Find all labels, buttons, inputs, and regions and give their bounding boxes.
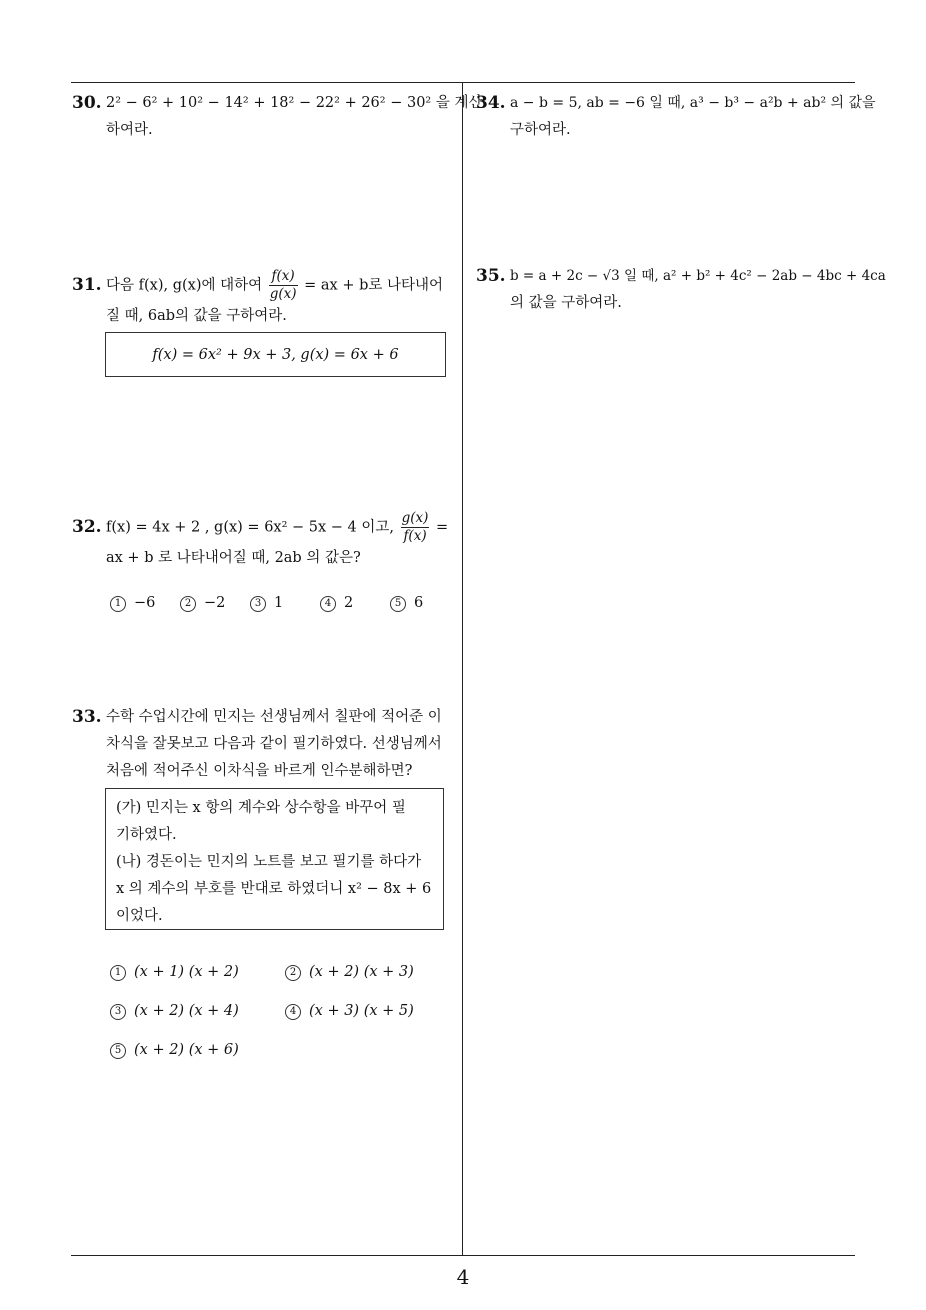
choice-text: 6 — [414, 595, 424, 611]
choice-text: 2 — [344, 595, 354, 611]
choice-1[interactable] — [110, 964, 239, 981]
question-35 — [476, 263, 886, 317]
circled-number-icon: 1 — [110, 965, 126, 981]
fraction — [269, 268, 298, 303]
choice-text: (x + 2) (x + 3) — [309, 964, 414, 980]
choice-2[interactable] — [180, 595, 225, 612]
condition-line: 기하였다. — [116, 827, 177, 843]
fraction-denominator: f(x) — [403, 528, 427, 544]
choice-text: (x + 3) (x + 5) — [309, 1003, 414, 1019]
choice-4[interactable] — [285, 1003, 414, 1020]
question-text-line: 수학 수업시간에 민지는 선생님께서 칠판에 적어준 이 — [106, 709, 442, 725]
circled-number-icon: 4 — [285, 1004, 301, 1020]
circled-number-icon: 2 — [180, 596, 196, 612]
question-33 — [72, 704, 457, 785]
question-34 — [476, 90, 876, 144]
question-text-line: ax + b 로 나타내어질 때, 2ab 의 값은? — [106, 550, 361, 566]
choice-3[interactable] — [250, 595, 283, 612]
question-number: 35. — [476, 266, 506, 286]
top-rule — [71, 82, 855, 83]
question-32 — [72, 510, 457, 572]
choice-5[interactable] — [110, 1042, 239, 1059]
question-number: 30. — [72, 93, 102, 113]
circled-number-icon: 5 — [110, 1043, 126, 1059]
choice-text: −2 — [204, 595, 226, 611]
condition-line: (나) 경돈이는 민지의 노트를 보고 필기를 하다가 — [116, 854, 422, 870]
choice-3[interactable] — [110, 1003, 239, 1020]
question-text: 다음 f(x), g(x)에 대하여 — [106, 277, 263, 294]
fraction — [401, 510, 430, 545]
question-text-line: 의 값을 구하여라. — [510, 295, 622, 311]
question-number: 33. — [72, 707, 102, 727]
choice-text: (x + 1) (x + 2) — [134, 964, 239, 980]
circled-number-icon: 3 — [110, 1004, 126, 1020]
question-text: = — [436, 519, 449, 536]
choice-2[interactable] — [285, 964, 414, 981]
question-text: f(x) = 4x + 2 , g(x) = 6x² − 5x − 4 이고, — [106, 519, 395, 536]
question-number: 31. — [72, 275, 102, 295]
question-text-line: 차식을 잘못보고 다음과 같이 필기하였다. 선생님께서 — [106, 736, 442, 752]
question-31 — [72, 268, 457, 330]
choice-text: (x + 2) (x + 6) — [134, 1042, 239, 1058]
given-functions: f(x) = 6x² + 9x + 3, g(x) = 6x + 6 — [152, 346, 399, 363]
circled-number-icon: 5 — [390, 596, 406, 612]
condition-box — [105, 788, 444, 930]
question-text-line: 처음에 적어주신 이차식을 바르게 인수분해하면? — [106, 763, 413, 779]
condition-line: 이었다. — [116, 908, 163, 924]
circled-number-icon: 4 — [320, 596, 336, 612]
condition-line: x 의 계수의 부호를 반대로 하였더니 x² − 8x + 6 — [116, 881, 432, 897]
choice-1[interactable] — [110, 595, 155, 612]
condition-line: (가) 민지는 x 항의 계수와 상수항을 바꾸어 필 — [116, 800, 406, 816]
bottom-rule — [71, 1255, 855, 1256]
circled-number-icon: 1 — [110, 596, 126, 612]
question-number: 32. — [72, 517, 102, 537]
column-divider — [462, 82, 463, 1256]
choice-text: (x + 2) (x + 4) — [134, 1003, 239, 1019]
given-functions-box — [105, 332, 446, 377]
page-number: 4 — [456, 1265, 470, 1289]
question-text-line: 2² − 6² + 10² − 14² + 18² − 22² + 26² − 30² 을 계산 — [106, 95, 483, 111]
question-text-line: b = a + 2c − √3 일 때, a² + b² + 4c² − 2ab − 4bc + 4ca — [510, 268, 886, 284]
question-text-line: 질 때, 6ab의 값을 구하여라. — [106, 308, 287, 324]
choice-4[interactable] — [320, 595, 353, 612]
question-text: = ax + b로 나타내어 — [304, 277, 444, 294]
fraction-numerator: f(x) — [269, 268, 298, 286]
question-30 — [72, 90, 483, 144]
circled-number-icon: 3 — [250, 596, 266, 612]
choice-text: −6 — [134, 595, 156, 611]
question-text-line: a − b = 5, ab = −6 일 때, a³ − b³ − a²b + ab² 의 값을 — [510, 95, 876, 111]
choice-5[interactable] — [390, 595, 423, 612]
choice-text: 1 — [274, 595, 284, 611]
question-text-line: 구하여라. — [510, 122, 571, 138]
question-text-line: 하여라. — [106, 122, 153, 138]
circled-number-icon: 2 — [285, 965, 301, 981]
fraction-numerator: g(x) — [401, 510, 429, 526]
question-number: 34. — [476, 93, 506, 113]
fraction-denominator: g(x) — [269, 286, 297, 302]
